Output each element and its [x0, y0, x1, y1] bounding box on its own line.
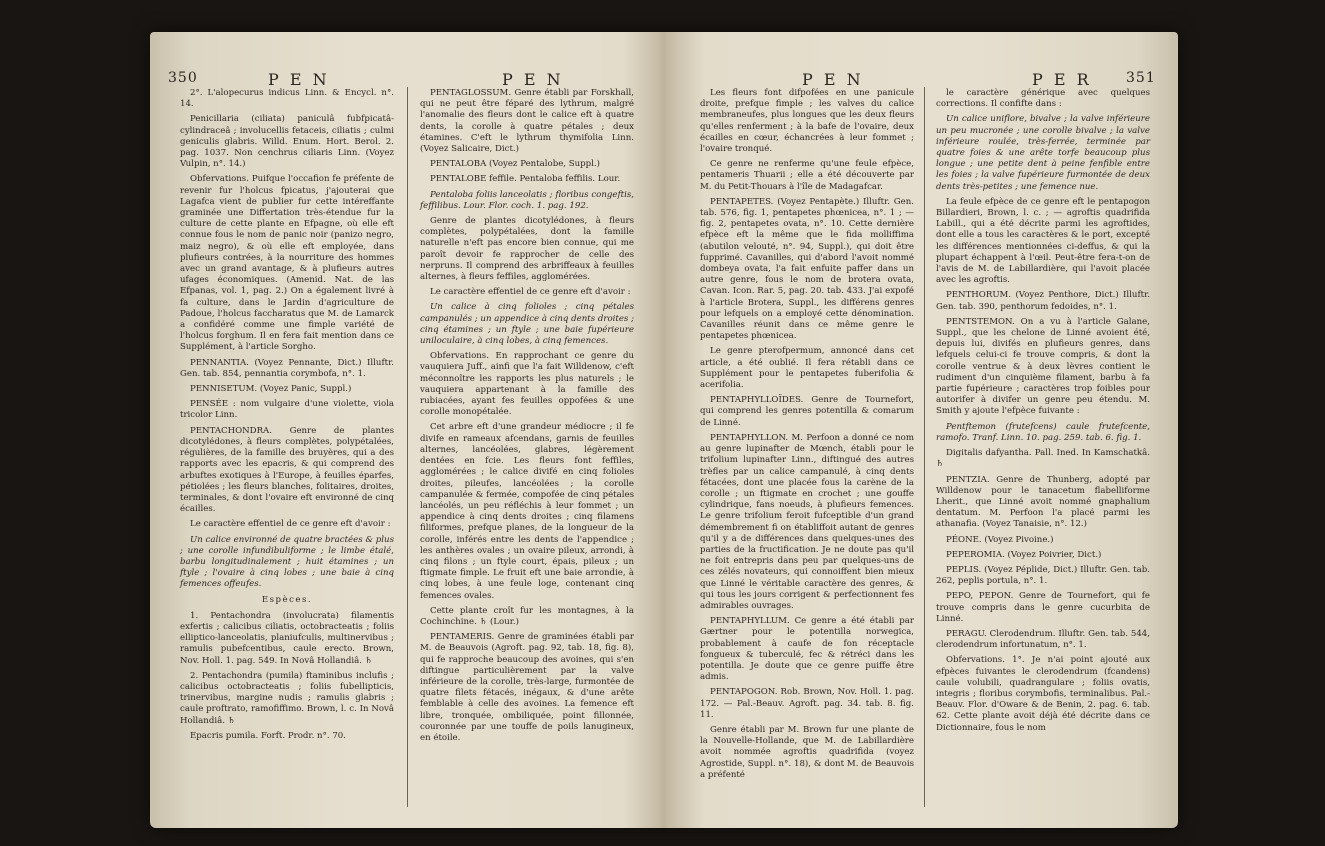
paragraph: PENTZIA. Genre de Thunberg, adopté par Willdenow pour le tanacetum flabelliforme Lherit., que Linné avoit nommé gnaphalium dentatum. M. Perfoon l'a placé parmi les athanafia. (Voyez Tanaisie, n°. 12.)	[936, 474, 1150, 530]
open-book-spread	[150, 32, 1178, 828]
paragraph: PENTAPHYLLUM. Ce genre a été établi par Gærtner pour le potentilla norwegica, probablement à caufe de fon réceptacle fongueux & tuberculé, fec & rétréci dans les potentilla. Je doute que ce genre puiffe être admis.	[700, 616, 914, 683]
paragraph: Un calice environné de quatre bractées & plus ; une corolle infundibuliforme ; le limbe étalé, barbu longitudinalement ; huit étamines ; un ftyle ; l'ovaire à cinq lobes ; une baie à cinq femences offeufes.	[180, 534, 394, 590]
paragraph: Le caractère effentiel de ce genre eft d'avoir :	[430, 287, 631, 298]
paragraph: Cet arbre eft d'une grandeur médiocre ; il fe divife en rameaux afcendans, garnis de feuilles alternes, lancéolées, glabres, légèrement dentées en fcie. Les fleurs font feffiles, agglomérées ; le calice divifé en cinq folioles droites, pileufes, lancéolées ; la corolle campanulée & fermée, compofée de cinq pétales lancéolés, un peu réfléchis à leur fommet ; un appendice à cinq dents droites ; cinq filamens filiformes, prefque planes, de la longueur de la corolle, inférés entre les dents de l'appendice ; les anthères ovales ; un ovaire pileux, arrondi, à cinq filons ; un ftyle court, épais, pileux ; un ftigmate fimple. Le fruit eft une baie arrondie, à cinq lobes, à une feule loge, contenant cinq femences ovales.	[420, 422, 634, 601]
text-column-1	[700, 88, 914, 785]
paragraph: PENTAMERIS. Genre de graminées établi par M. de Beauvois (Agroft. pag. 92, tab. 18, fig. 8), qui fe rapproche beaucoup des avoines, qui s'en diftingue particulièrement par la valve inférieure de la corolle, très-large, furmontée de quatre filets fétacés, inégaux, & d'une arête femblable à celle des avoines. La femence eft libre, tronquée, ombiliquée, point fillonnée, couronnée par une touffe de poils lanugineux, en étoile.	[420, 632, 634, 743]
paragraph: Obfervations. 1°. Je n'ai point ajouté aux efpèces fuivantes le clerodendrum (fcandens) caule volubili, quadrangulare ; foliis ovatis, integris ; floribus corymbofis, terminalibus. Pal.-Beauv. Flor. d'Oware & de Benin, 2. pag. 6. tab. 62. Cette plante avoit déjà été décrite dans ce Dictionnaire, fous le nom	[936, 655, 1150, 733]
paragraph: PEPLIS. (Voyez Péplide, Dict.) Illuftr. Gen. tab. 262, peplis portula, n°. 1.	[936, 564, 1150, 587]
paragraph: La feule efpèce de ce genre eft le pentapogon Billardieri, Brown, l. c. ; — agroftis quadrifida Labill., qui a été décrite parmi les agroftides, dont elle a tous les caractères & le port, excepté les différences mentionnées ci-deffus, & qui la plupart échappent à l'œil. Peut-être fera-t-on de l'avis de M. de Labillardière, qui l'avoit placée avec les agroftis.	[936, 196, 1150, 286]
running-head	[268, 70, 330, 89]
paragraph: PEPEROMIA. (Voyez Poivrier, Dict.)	[946, 549, 1102, 560]
paragraph: Obfervations. En rapprochant ce genre du vauquiera Juff., ainfi que l'a fait Willdenow, c'eft méconnoître les rapports les plus naturels ; le vauquiera appartenant à la famille des rubiacées, ayant fes feuilles oppofées & une corolle monopétalée.	[420, 351, 634, 418]
paragraph: PENTALOBE feffile. Pentaloba feffilis. Lour.	[430, 174, 621, 185]
paragraph: PENTHORUM. (Voyez Penthore, Dict.) Illuftr. Gen. tab. 390, penthorum fedoides, n°. 1.	[936, 290, 1150, 312]
running-head	[802, 70, 864, 89]
running-head-text: P E N	[268, 70, 330, 89]
paragraph: Pentaloba foliis lanceolatis ; floribus congeftis, feffilibus. Lour. Flor. coch. 1. pag. 192.	[420, 189, 634, 211]
paragraph: le caractère générique avec quelques corrections. Il confifte dans :	[936, 88, 1150, 110]
paragraph: Le caractère effentiel de ce genre eft d'avoir :	[190, 519, 391, 530]
paragraph: Un calice à cinq folioles ; cinq pétales campanulés ; un appendice à cinq dents droites ; cinq étamines ; un ftyle ; une baie fupérieure uniloculaire, à cinq lobes, à cinq femences.	[420, 302, 634, 347]
paragraph: PENTAPHYLLON. M. Perfoon a donné ce nom au genre lupinafter de Mœnch, établi pour le trifolium lupinafter Linn., diftingué des autres trèfles par un calice campanulé, à cinq dents fétacées, dont une placée fous la carène de la corolle ; un ftigmate en crochet ; une gouffe cylindrique, fans noeuds, à plufieurs femences. Le genre trifolium feroit fufceptible d'un grand démembrement fi on établiffoit autant de genres qu'il y a de différences dans quelques-unes des parties de la fructification. Je ne doute pas qu'il ne foit entrepris dans peu par quelques-uns de ces zélés novateurs, qui connoiffent bien mieux que Linné le véritable caractère des genres, & qui tous les jours corrigent & perfectionnent fes admirables ouvrages.	[700, 432, 914, 611]
paragraph: Le genre pterofpermum, annoncé dans cet article, a été oublié. Il fera rétabli dans ce Supplément pour le pentapetes fuberifolia & acerifolia.	[700, 346, 914, 391]
running-head-text: P E N	[802, 70, 864, 89]
paragraph: Ce genre ne renferme qu'une feule efpèce, pentameris Thuarii ; elle a été découverte par M. du Petit-Thouars à l'île de Madagafcar.	[700, 159, 914, 192]
paragraph: Genre de plantes dicotylédones, à fleurs complètes, polypétalées, dont la famille naturelle n'eft pas encore bien connue, qui me paroît devoir fe rapprocher de celle des nerpruns. Il comprend des arbriffeaux à feuilles alternes, à fleurs feffiles, agglomérées.	[420, 216, 634, 283]
paragraph: PÉONE. (Voyez Pivoine.)	[946, 534, 1054, 545]
paragraph: PENTAGLOSSUM. Genre établi par Forskhall, qui ne peut être féparé des lythrum, malgré l'anomalie des fleurs dont le calice eft à quatre dents, la corolle à quatre pétales ; deux étamines. C'eft le lythrum thymifolia Linn. (Voyez Salicaire, Dict.)	[420, 88, 634, 155]
page-number: 350	[168, 70, 198, 86]
running-head-text: P E N	[502, 70, 564, 89]
page-number: 351	[1126, 70, 1156, 86]
page-number-right	[1126, 70, 1156, 86]
paragraph: Un calice uniflore, bivalve ; la valve inférieure un peu mucronée ; une corolle bivalve ; la valve inférieure roulée, très-ferrée, terminée par quatre foies & une arête torfe beaucoup plus longue ; une petite dent à peine fenfible entre les foies ; la valve fupérieure furmontée de deux dents très-petites ; une femence nue.	[936, 114, 1150, 192]
text-column-1	[180, 88, 394, 746]
column-rule	[407, 87, 408, 807]
paragraph: Penicillaria (ciliata) paniculâ fubfpicatâ-cylindraceâ ; involucellis fetaceis, ciliatis ; culmi geniculis glabris. Willd. Enum. Hort. Berol. 2. pag. 1037. Non cenchrus ciliaris Linn. (Voyez Vulpin, n°. 14.)	[180, 114, 394, 170]
text-column-2	[936, 88, 1150, 738]
paragraph: PENSÉE : nom vulgaire d'une violette, viola tricolor Linn.	[180, 399, 394, 421]
paragraph: Obfervations. Puifque l'occafion fe préfente de revenir fur l'holcus fpicatus, j'ajouterai que Lagafca vient de publier fur cette intéreffante graminée une Differtation très-étendue fur la culture de cette plante en Efpagne, où elle eft connue fous le nom de panic noir (panizo negro, maiz negro), & où elle eft employée, dans plufieurs contrées, à la nourriture des hommes avec un grand avantage, & à plufieurs autres ufages économiques. (Amenid. Nat. de las Efpanas, vol. 1, pag. 2.) On a également livré à fa culture, dans le Jardin d'agriculture de Padoue, l'holcus faccharatus que M. de Lamarck a confidéré comme une fimple variété de l'holcus forghum. Il en fera fait mention dans ce Supplément, à l'article Sorgho.	[180, 174, 394, 353]
column-rule	[924, 87, 925, 807]
page-number-left	[168, 70, 198, 86]
running-head	[1032, 70, 1092, 89]
paragraph: 1. Pentachondra (involucrata) filamentis exfertis ; calicibus ciliatis, octobracteatis ; foliis elliptico-lanceolatis, planiufculis, multinervibus ; ramulis pubefcentibus, caule erecto. Brown, Nov. Holl. 1. pag. 549. In Novâ Hollandiâ. ♄	[180, 610, 394, 666]
paragraph: PENTAPHYLLOÏDES. Genre de Tournefort, qui comprend les genres potentilla & comarum de Linné.	[700, 395, 914, 428]
paragraph: Digitalis dafyantha. Pall. Ined. In Kamschatkâ. ♄	[936, 448, 1150, 470]
running-head-text: P E R	[1032, 70, 1092, 89]
paragraph: Pentftemon (frutefcens) caule frutefcente, ramofo. Tranf. Linn. 10. pag. 259. tab. 6. fig. 1.	[936, 421, 1150, 443]
paragraph: PENTSTEMON. On a vu à l'article Galane, Suppl., que les chelone de Linné avoient été, depuis lui, divifés en plufieurs genres, dans lefquels celui-ci fe trouve compris, & dont la corolle ventrue & à deux lèvres contient le rudiment d'un cinquième filament, barbu à fa partie fupérieure ; caractères trop foibles pour autorifer à divifer un genre peu étendu. M. Smith y ajoute l'efpèce fuivante :	[936, 316, 1150, 417]
paragraph: PEPO, PEPON. Genre de Tournefort, qui fe trouve compris dans le genre cucurbita de Linné.	[936, 591, 1150, 624]
left-page	[150, 32, 664, 828]
paragraph: PENTAPOGON. Rob. Brown, Nov. Holl. 1. pag. 172. — Pal.-Beauv. Agroft. pag. 34. tab. 8. fig. 11.	[700, 687, 914, 720]
paragraph: PENTACHONDRA. Genre de plantes dicotylédones, à fleurs complètes, polypétalées, régulières, de la famille des bruyères, qui a des rapports avec les epacris, & qui comprend des arbuftes exotiques à l'Europe, à feuilles éparfes, pétiolées ; les fleurs blanches, folitaires, droites, terminales, & dont l'ovaire eft environné de cinq écailles.	[180, 425, 394, 515]
paragraph: PENNISETUM. (Voyez Panic, Suppl.)	[190, 384, 352, 395]
paragraph: 2°. L'alopecurus indicus Linn. & Encycl. n°. 14.	[180, 88, 394, 110]
paragraph: Genre établi par M. Brown fur une plante de la Nouvelle-Hollande, que M. de Labillardière avoit nommée agroftis quadrifida (voyez Agrostide, Suppl. n°. 18), & dont M. de Beauvois a préfenté	[700, 724, 914, 780]
section-heading: Espèces.	[261, 594, 313, 605]
paragraph: PENNANTIA. (Voyez Pennante, Dict.) Illuftr. Gen. tab. 854, pennantia corymbofa, n°. 1.	[180, 357, 394, 379]
paragraph: PENTALOBA (Voyez Pentalobe, Suppl.)	[430, 159, 601, 170]
paragraph: Cette plante croît fur les montagnes, à la Cochinchine. ♄ (Lour.)	[420, 605, 634, 627]
paragraph: PERAGU. Clerodendrum. Illuftr. Gen. tab. 544, clerodendrum infortunatum, n°. 1.	[936, 628, 1150, 651]
paragraph: Epacris pumila. Forft. Prodr. n°. 70.	[190, 730, 347, 741]
running-head	[502, 70, 564, 89]
paragraph: Les fleurs font difpofées en une panicule droite, prefque fimple ; les valves du calice membraneufes, plus longues que les deux fleurs qu'elles renferment ; à la bafe de l'ovaire, deux écailles en cœur, échancrées à leur fommet ; l'ovaire tronqué.	[700, 88, 914, 155]
text-column-2	[420, 88, 634, 748]
paragraph: PENTAPETES. (Voyez Pentapète.) Illuftr. Gen. tab. 576, fig. 1, pentapetes phœnicea, n°. 1 ; — fig. 2, pentapetes ovata, n°. 10. Cette dernière efpèce eft la même que le fida molliffima (abutilon velouté, n°. 94, Suppl.), qui doit être fupprimé. Cavanilles, qui d'abord l'avoit nommé dombeya ovata, l'a fait enfuite paffer dans un autre genre, fous le nom de brotera ovata, Cavan. Icon. Rar. 5, pag. 20. tab. 433. J'ai expofé à l'article Brotera, Suppl., les différens genres pour lefquels on a employé cette dénomination. Cavanilles réunit dans ce même genre le pentapetes phœnicea.	[700, 196, 914, 342]
paragraph: 2. Pentachondra (pumila) ftaminibus inclufis ; calicibus octobracteatis ; foliis fubellipticis, trinervibus, margine nudis ; ramulis glabris ; caule proftrato, ramofiffimo. Brown, l. c. In Novâ Hollandiâ. ♄	[180, 670, 394, 726]
right-page	[664, 32, 1178, 828]
